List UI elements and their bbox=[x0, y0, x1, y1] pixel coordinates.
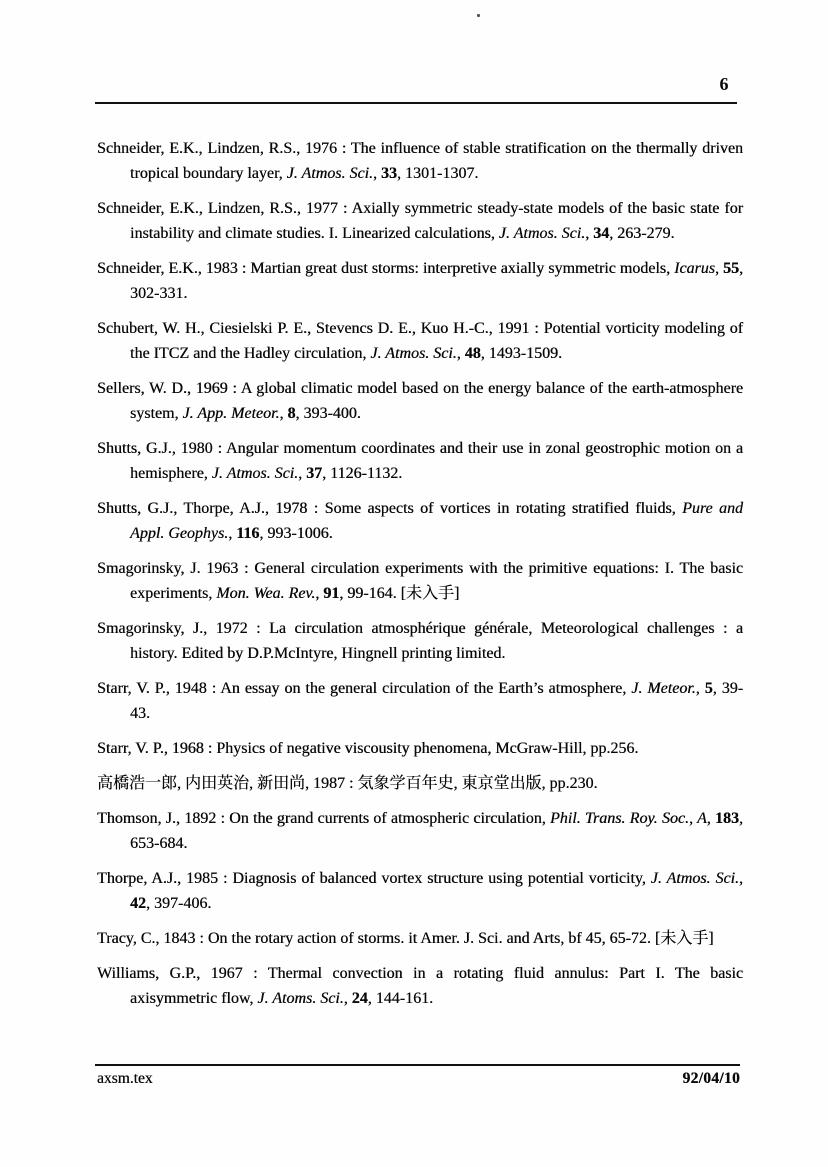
reference-text: , bbox=[298, 465, 307, 482]
volume-number: 24 bbox=[351, 990, 368, 1007]
reference-text: , 99-164. [未入手] bbox=[339, 585, 460, 602]
reference-item bbox=[97, 616, 743, 666]
reference-item bbox=[97, 316, 743, 366]
volume-number: 183 bbox=[715, 810, 739, 827]
reference-text: , bbox=[373, 165, 381, 182]
reference-list bbox=[97, 136, 743, 1021]
reference-item bbox=[97, 376, 743, 426]
reference-item bbox=[97, 961, 743, 1011]
reference-text: , 39-43. bbox=[130, 680, 744, 722]
volume-number: 48 bbox=[464, 345, 481, 362]
volume-number: 116 bbox=[236, 525, 260, 542]
reference-text: Thomson, J., 1892 : On the grand currents of atmospheric circulation, bbox=[97, 810, 550, 827]
reference-text: , 302-331. bbox=[130, 260, 744, 302]
journal-name: J. Atmos. Sci. bbox=[498, 225, 586, 242]
reference-text: , 393-400. bbox=[295, 405, 361, 422]
reference-text: Schneider, E.K., Lindzen, R.S., 1976 : The influence of stable stratification on the thermally driven tropical boundary layer, bbox=[97, 140, 743, 182]
reference-item bbox=[97, 926, 743, 951]
reference-text: , bbox=[456, 345, 465, 362]
reference-text: Starr, V. P., 1968 : Physics of negative viscousity phenomena, McGraw-Hill, pp.256. bbox=[97, 740, 639, 757]
reference-text: , bbox=[279, 405, 288, 422]
reference-text: Shutts, G.J., Thorpe, A.J., 1978 : Some aspects of vortices in rotating stratified fluids, bbox=[97, 500, 683, 517]
reference-text: Smagorinsky, J., 1972 : La circulation atmosphérique générale, Meteorological challenges : a history. Edited by D.P.McIntyre, Hingnell printing limited. bbox=[97, 620, 743, 662]
reference-text: , bbox=[706, 810, 715, 827]
footer-date: 92/04/10 bbox=[682, 1070, 740, 1087]
reference-text: Smagorinsky, J. 1963 : General circulation experiments with the primitive equations: I. The basic experiments, bbox=[97, 560, 743, 602]
volume-number: 91 bbox=[323, 585, 340, 602]
volume-number: 37 bbox=[306, 465, 323, 482]
footer-rule bbox=[95, 1064, 740, 1066]
reference-text: , 1126-1132. bbox=[322, 465, 403, 482]
reference-text: Schneider, E.K., Lindzen, R.S., 1977 : Axially symmetric steady-state models of the basic state for instability and climate studies. I. Linearized calculations, bbox=[97, 200, 743, 242]
reference-item bbox=[97, 256, 743, 306]
reference-text: , 993-1006. bbox=[259, 525, 333, 542]
reference-text: Starr, V. P., 1948 : An essay on the general circulation of the Earth’s atmosphere, bbox=[97, 680, 632, 697]
footer-filename: axsm.tex bbox=[97, 1070, 153, 1087]
volume-number: 5 bbox=[704, 680, 713, 697]
reference-item bbox=[97, 556, 743, 606]
reference-item bbox=[97, 676, 743, 726]
reference-item bbox=[97, 496, 743, 546]
reference-text: , 263-279. bbox=[609, 225, 675, 242]
journal-name: J. Atmos. Sci. bbox=[650, 870, 739, 887]
reference-text: , bbox=[343, 990, 352, 1007]
reference-item bbox=[97, 136, 743, 186]
journal-name: J. Atmos. Sci. bbox=[211, 465, 299, 482]
journal-name: J. Atmos. Sci. bbox=[286, 165, 373, 182]
reference-text: 高橋浩一郎, 内田英治, 新田尚, 1987 : 気象学百年史, 東京堂出版, pp.230. bbox=[97, 775, 598, 792]
journal-name: Icarus bbox=[674, 260, 715, 277]
journal-name: Phil. Trans. Roy. Soc., A bbox=[549, 810, 707, 827]
volume-number: 42 bbox=[130, 895, 146, 912]
reference-text: Williams, G.P., 1967 : Thermal convection in a rotating fluid annulus: Part I. The basic axisymmetric flow, bbox=[97, 965, 743, 1007]
journal-name: J. Atoms. Sci. bbox=[257, 990, 344, 1007]
page-number: 6 bbox=[719, 74, 729, 94]
journal-name: J. App. Meteor. bbox=[182, 405, 280, 422]
volume-number: 33 bbox=[381, 165, 397, 182]
reference-text: , bbox=[585, 225, 594, 242]
reference-text: , 1493-1509. bbox=[480, 345, 563, 362]
reference-text: Thorpe, A.J., 1985 : Diagnosis of balanced vortex structure using potential vorticity, bbox=[97, 870, 651, 887]
reference-text: , 144-161. bbox=[367, 990, 434, 1007]
reference-text: , 653-684. bbox=[130, 810, 743, 852]
reference-item bbox=[97, 736, 743, 761]
reference-item bbox=[97, 806, 743, 856]
volume-number: 55 bbox=[723, 260, 740, 277]
reference-item bbox=[97, 866, 743, 916]
journal-name: Pure and Appl. Geophys. bbox=[130, 500, 744, 542]
footer bbox=[97, 1070, 740, 1088]
reference-text: , bbox=[739, 870, 743, 887]
reference-text: Schubert, W. H., Ciesielski P. E., Stevencs D. E., Kuo H.-C., 1991 : Potential vorticity modeling of the ITCZ and the Hadley circulation, bbox=[97, 320, 743, 362]
reference-text: , bbox=[714, 260, 724, 277]
reference-text: Shutts, G.J., 1980 : Angular momentum coordinates and their use in zonal geostrophic motion on a hemisphere, bbox=[97, 440, 743, 482]
reference-item bbox=[97, 196, 743, 246]
scan-artifact-dot bbox=[477, 14, 480, 17]
journal-name: J. Atmos. Sci. bbox=[370, 345, 457, 362]
reference-text: , bbox=[695, 680, 705, 697]
reference-text: Tracy, C., 1843 : On the rotary action of storms. it Amer. J. Sci. and Arts, bf 45, 65-72. [未入手] bbox=[97, 930, 714, 947]
header-rule bbox=[95, 102, 737, 104]
reference-text: , bbox=[315, 585, 324, 602]
reference-text: , bbox=[228, 525, 237, 542]
volume-number: 34 bbox=[593, 225, 610, 242]
journal-name: J. Meteor. bbox=[631, 680, 696, 697]
reference-text: Sellers, W. D., 1969 : A global climatic model based on the energy balance of the earth-atmosphere system, bbox=[97, 380, 743, 422]
reference-item bbox=[97, 771, 743, 796]
reference-text: Schneider, E.K., 1983 : Martian great dust storms: interpretive axially symmetric models, bbox=[97, 260, 675, 277]
reference-item bbox=[97, 436, 743, 486]
reference-text: , 1301-1307. bbox=[397, 165, 479, 182]
reference-text: , 397-406. bbox=[146, 895, 212, 912]
volume-number: 8 bbox=[287, 405, 296, 422]
journal-name: Mon. Wea. Rev. bbox=[216, 585, 316, 602]
